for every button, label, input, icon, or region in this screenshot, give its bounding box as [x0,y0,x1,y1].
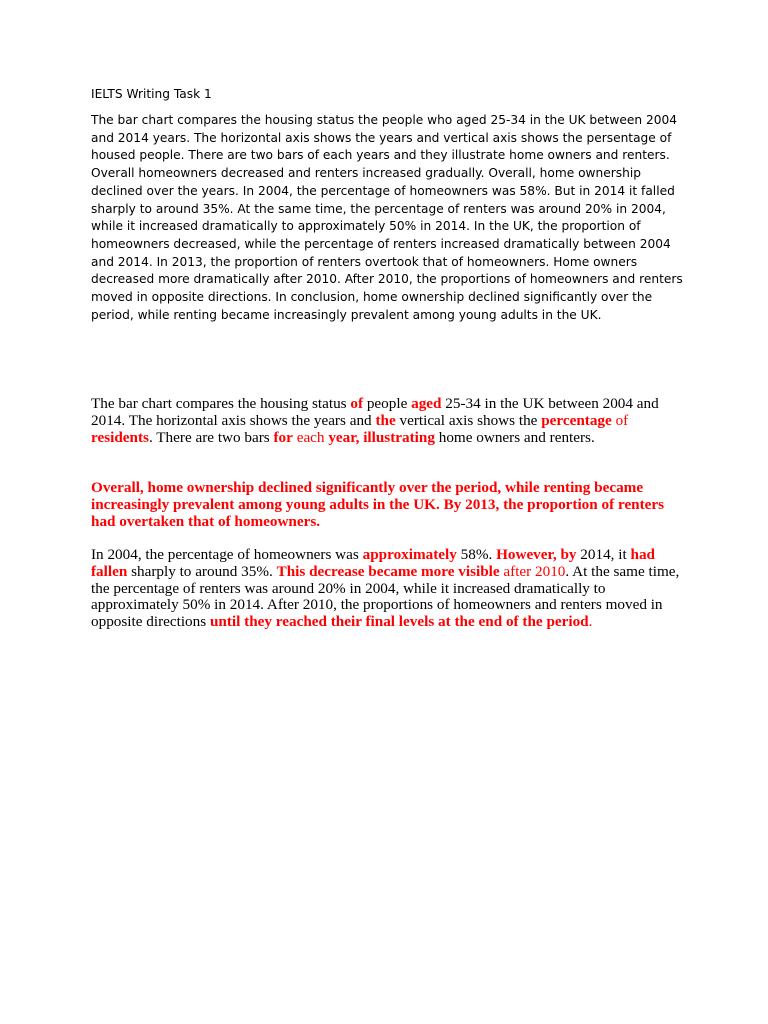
revised-introduction [91,396,691,446]
details-text-segment: 2014, it [576,546,631,563]
intro-correction: of [611,411,629,429]
intro-correction: each [292,428,329,446]
details-text-segment: 58%. [456,546,497,563]
details-text-segment: sharply to around 35%. [127,562,277,580]
intro-correction: percentage [541,411,612,429]
details-correction: until they reached their final levels at the end of the period [209,613,589,631]
revised-overview: Overall, home ownership declined significantly over the period, while renting became increasingly prevalent among young adults in the UK. By 2013, the proportion of renters had overtaken that of homeowners. [91,479,665,530]
intro-text-segment: vertical axis shows the [395,411,542,429]
details-text-segment: In 2004, the percentage of homeowners was [91,546,363,563]
intro-correction: aged [411,395,442,412]
intro-correction: for [273,428,293,446]
intro-text-segment: people [363,395,412,412]
intro-correction: year, illustrating [328,428,435,446]
intro-text-segment: home owners and renters. [434,428,595,446]
details-text-segment: . At the same time, the percentage of renters was around 20% in 2004, while it increased dramatically to approximately 50% in 2014. After 2010, the proportions of homeowners and renters moved in opposite directions [91,562,680,631]
revised-details [91,547,691,631]
details-correction: approximately [362,546,457,563]
intro-correction: of [350,395,364,412]
details-correction: . [588,613,593,631]
intro-correction: residents [91,428,149,446]
details-correction: after 2010 [499,562,566,580]
details-correction: This decrease became more visible [276,562,500,580]
intro-text-segment: The bar chart compares the housing status [91,395,351,412]
details-correction: However, by [496,546,577,563]
draft-paragraph: The bar chart compares the housing status the people who aged 25-34 in the UK between 2004 and 2014 years. The horizontal axis shows the years and vertical axis shows the persentage of housed people. There are two bars of each years and they illustrate home owners and renters. Overall homeowners decreased and renters increased gradually. Overall, home ownership declined over the years. In 2004, the percentage of homeowners was 58%. But in 2014 it falled sharply to around 35%. At the same time, the percentage of renters was around 20% in 2004, while it increased dramatically to approximately 50% in 2014. In the UK, the proportion of homeowners decreased, while the percentage of renters increased dramatically between 2004 and 2014. In 2013, the proportion of renters overtook that of homeowners. Home owners decreased more dramatically after 2010. After 2010, the proportions of homeowners and renters moved in opposite directions. In conclusion, home ownership declined significantly over the period, while renting became increasingly prevalent among young adults in the UK. [91,113,683,322]
intro-text-segment: 25-34 in the UK between 2004 and 2014. The horizontal axis shows the years and [91,395,659,429]
document-heading: IELTS Writing Task 1 [91,87,212,101]
details-correction: had fallen [91,546,656,580]
intro-correction: the [375,411,396,429]
intro-text-segment: . There are two bars [148,428,274,446]
